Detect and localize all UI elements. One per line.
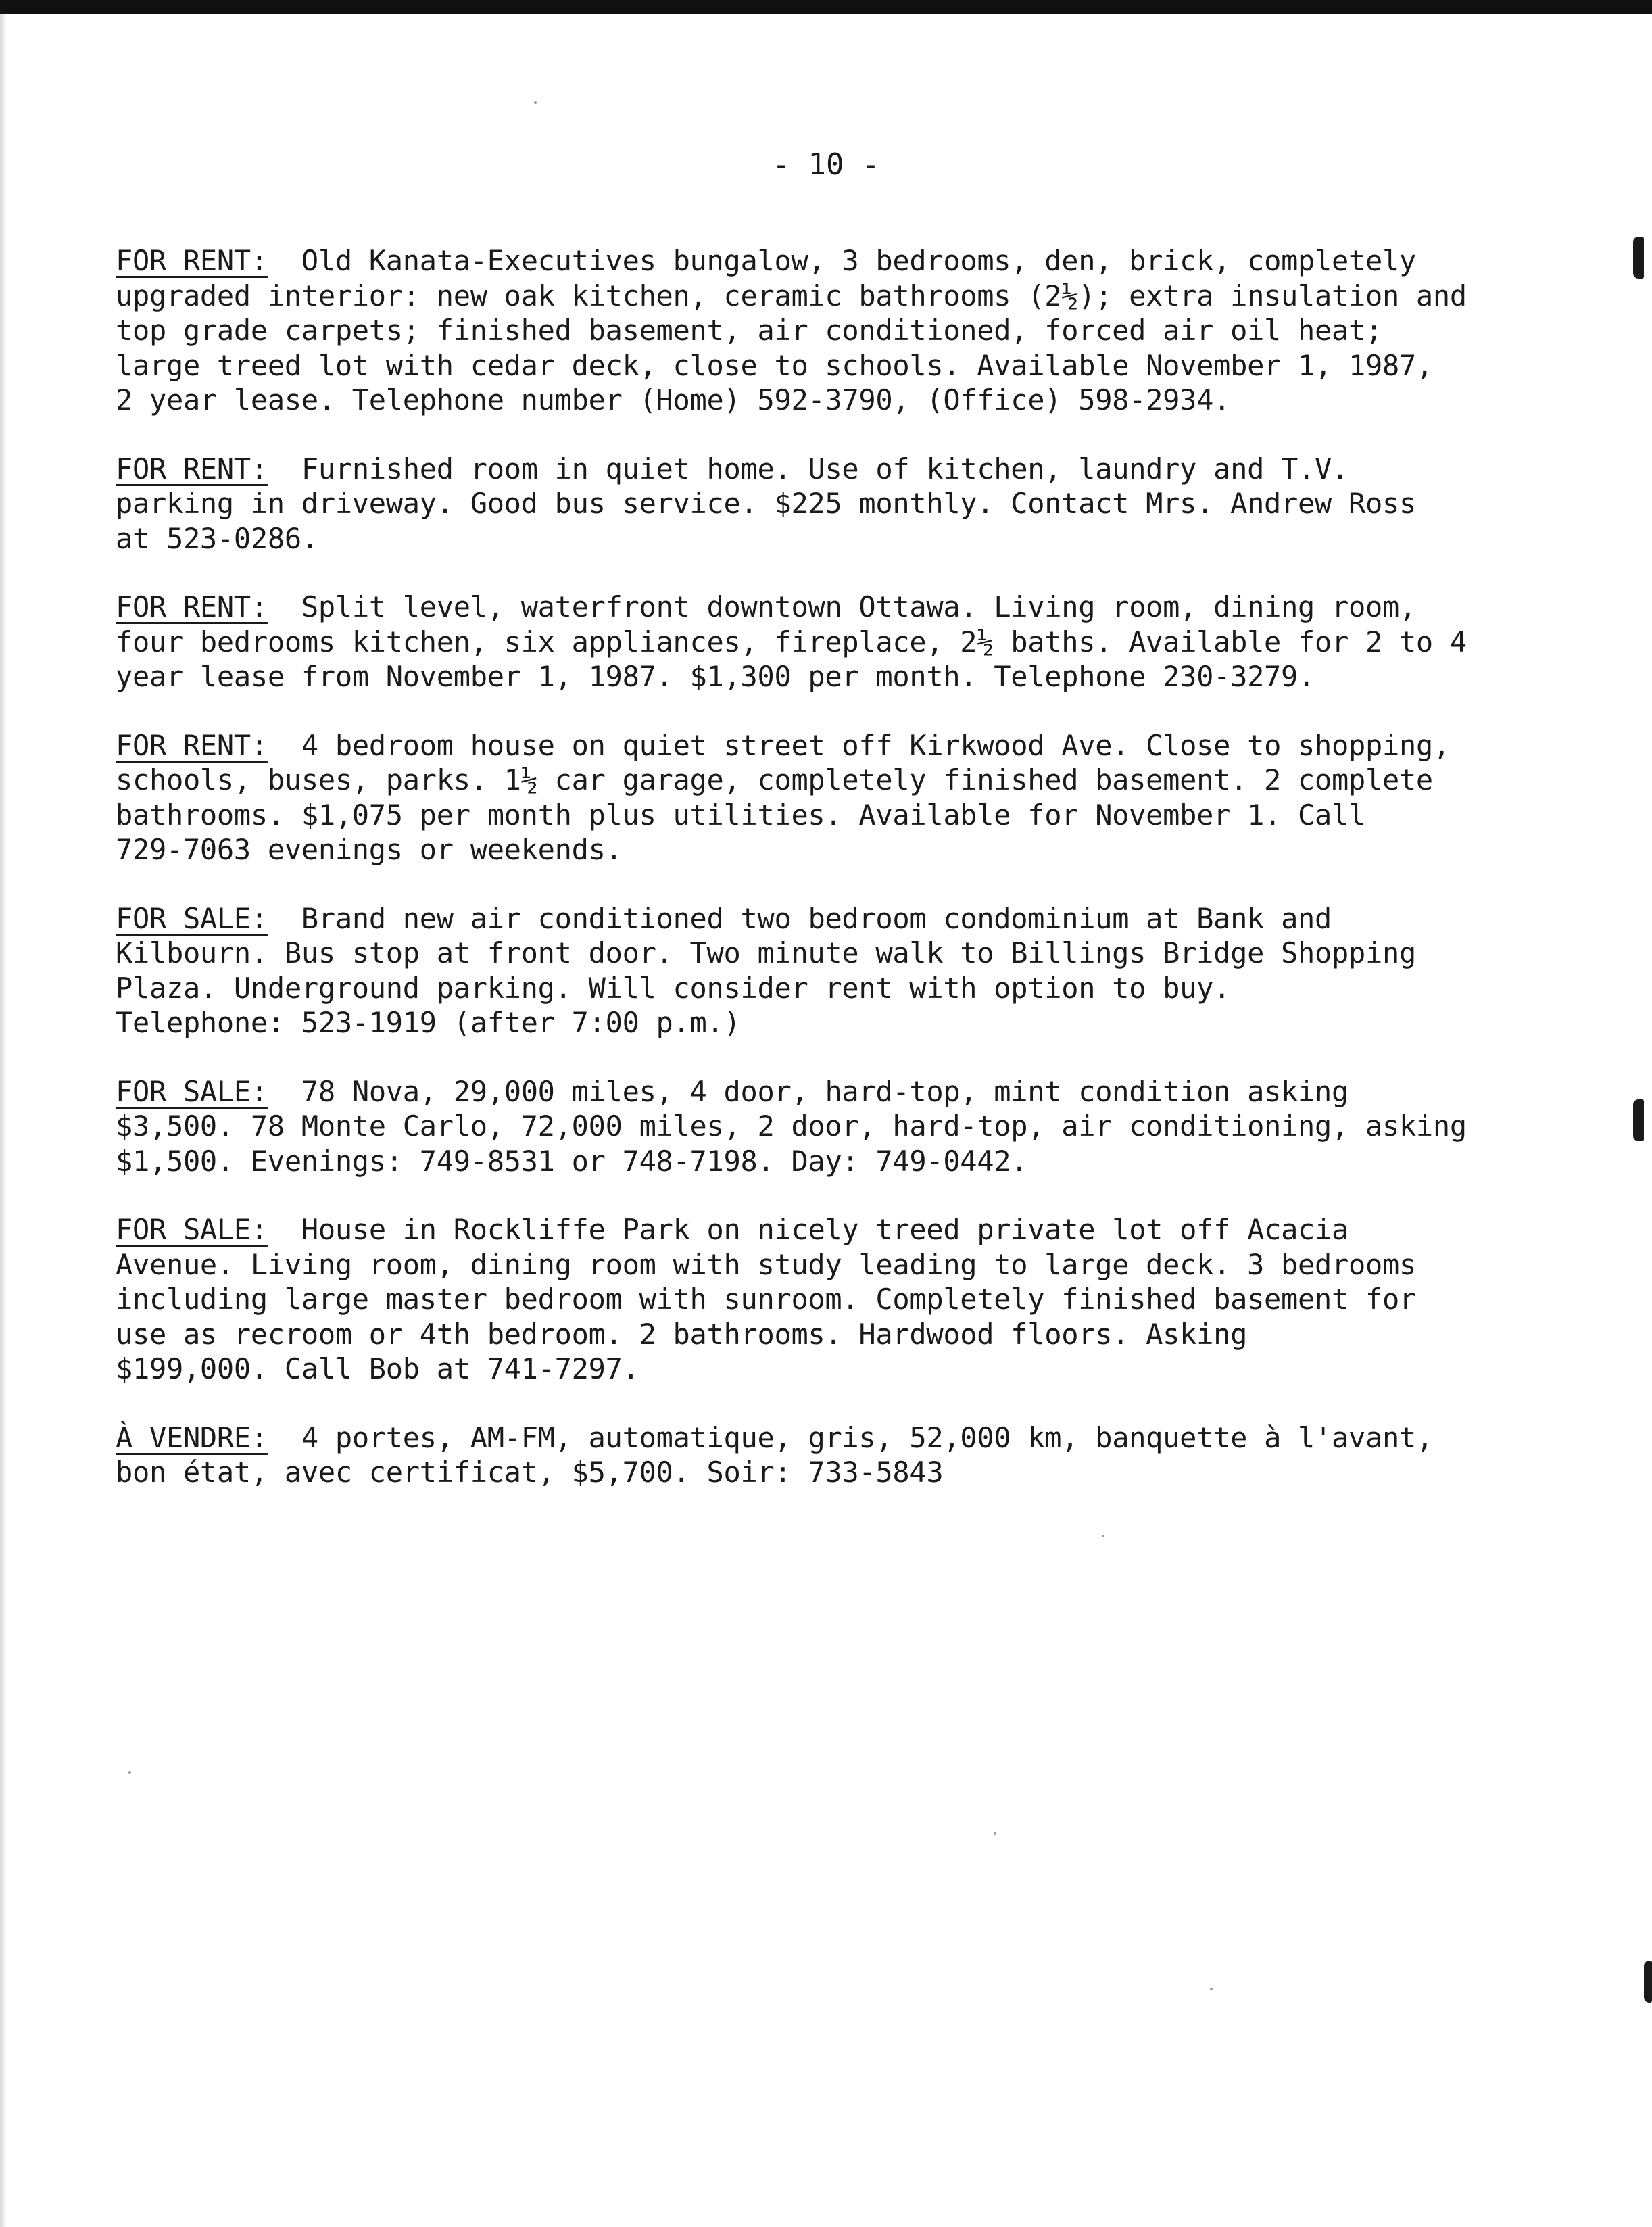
ad-text: Old Kanata-Executives bungalow, 3 bedrooms, den, brick, completely [301, 244, 1416, 277]
binder-hole-mark [1633, 237, 1644, 279]
ad-line: large treed lot with cedar deck, close to schools. Available November 1, 1987, [116, 348, 1433, 382]
page-number: - 10 - [772, 147, 880, 182]
ad-heading: FOR SALE: [116, 1074, 268, 1108]
ad-line [116, 901, 1518, 936]
scan-speck [1102, 1535, 1104, 1537]
classified-ad [116, 243, 1518, 418]
classified-ad [116, 452, 1518, 556]
ad-line: upgraded interior: new oak kitchen, ceramic bathrooms (2½); extra insulation and [116, 279, 1467, 312]
classified-ads [116, 243, 1518, 1524]
ad-line [116, 728, 1518, 763]
scan-speck [534, 101, 537, 104]
ad-line [116, 243, 1518, 279]
ad-line: parking in driveway. Good bus service. $225 monthly. Contact Mrs. Andrew Ross [116, 487, 1416, 520]
ad-heading: FOR SALE: [116, 1213, 268, 1246]
ad-text: 4 portes, AM-FM, automatique, gris, 52,000 km, banquette à l'avant, [301, 1420, 1433, 1454]
ad-line: year lease from November 1, 1987. $1,300 per month. Telephone 230-3279. [116, 660, 1315, 693]
ad-heading: FOR RENT: [116, 452, 268, 485]
classified-ad [116, 1212, 1518, 1387]
ad-line: four bedrooms kitchen, six appliances, fireplace, 2½ baths. Available for 2 to 4 [116, 625, 1467, 658]
ad-line [116, 1074, 1518, 1109]
ad-line [116, 452, 1518, 487]
binder-hole-mark [1644, 1961, 1652, 2003]
binder-hole-mark [1633, 1099, 1644, 1141]
classified-ad [116, 728, 1518, 867]
ad-text: Split level, waterfront downtown Ottawa. Living room, dining room, [301, 590, 1416, 623]
ad-heading: FOR RENT: [116, 590, 268, 623]
ad-heading: À VENDRE: [116, 1420, 268, 1454]
classified-ad [116, 901, 1518, 1040]
ad-text: Furnished room in quiet home. Use of kitchen, laundry and T.V. [301, 452, 1349, 485]
ad-line: bon état, avec certificat, $5,700. Soir: 733-5843 [116, 1456, 944, 1489]
ad-line: Plaza. Underground parking. Will consider rent with option to buy. [116, 971, 1231, 1005]
ad-line: use as recroom or 4th bedroom. 2 bathrooms. Hardwood floors. Asking [116, 1317, 1248, 1351]
ad-text: House in Rockliffe Park on nicely treed private lot off Acacia [301, 1213, 1349, 1246]
ad-text: Brand new air conditioned two bedroom condominium at Bank and [301, 901, 1332, 935]
scan-top-border [0, 0, 1652, 14]
classified-ad [116, 1074, 1518, 1179]
ad-heading: FOR SALE: [116, 901, 268, 935]
ad-line: 729-7063 evenings or weekends. [116, 833, 623, 866]
ad-line: 2 year lease. Telephone number (Home) 592-3790, (Office) 598-2934. [116, 383, 1231, 416]
classified-ad [116, 590, 1518, 694]
ad-line: Kilbourn. Bus stop at front door. Two minute walk to Billings Bridge Shopping [116, 936, 1416, 969]
ad-line: at 523-0286. [116, 521, 318, 555]
ad-line: $1,500. Evenings: 749-8531 or 748-7198. Day: 749-0442. [116, 1144, 1028, 1178]
ad-heading: FOR RENT: [116, 728, 268, 762]
ad-line: $3,500. 78 Monte Carlo, 72,000 miles, 2 door, hard-top, air conditioning, asking [116, 1109, 1467, 1143]
ad-line: Telephone: 523-1919 (after 7:00 p.m.) [116, 1006, 741, 1039]
ad-line [116, 590, 1518, 625]
ad-line: bathrooms. $1,075 per month plus utilities. Available for November 1. Call [116, 798, 1365, 832]
ad-line: Avenue. Living room, dining room with study leading to large deck. 3 bedrooms [116, 1247, 1416, 1281]
ad-text: 78 Nova, 29,000 miles, 4 door, hard-top, mint condition asking [301, 1074, 1349, 1108]
ad-line [116, 1212, 1518, 1247]
scan-speck [128, 1771, 131, 1774]
ad-heading: FOR RENT: [116, 244, 268, 277]
scan-speck [994, 1832, 996, 1835]
scan-speck [1210, 1988, 1213, 1990]
classified-ad [116, 1420, 1518, 1490]
scan-left-edge [0, 14, 7, 2227]
ad-line: including large master bedroom with sunroom. Completely finished basement for [116, 1283, 1416, 1316]
ad-line: top grade carpets; finished basement, air conditioned, forced air oil heat; [116, 314, 1382, 347]
ad-text: 4 bedroom house on quiet street off Kirkwood Ave. Close to shopping, [301, 728, 1450, 762]
ad-line: $199,000. Call Bob at 741-7297. [116, 1352, 639, 1385]
ad-line [116, 1420, 1518, 1456]
ad-line: schools, buses, parks. 1½ car garage, completely finished basement. 2 complete [116, 763, 1433, 796]
